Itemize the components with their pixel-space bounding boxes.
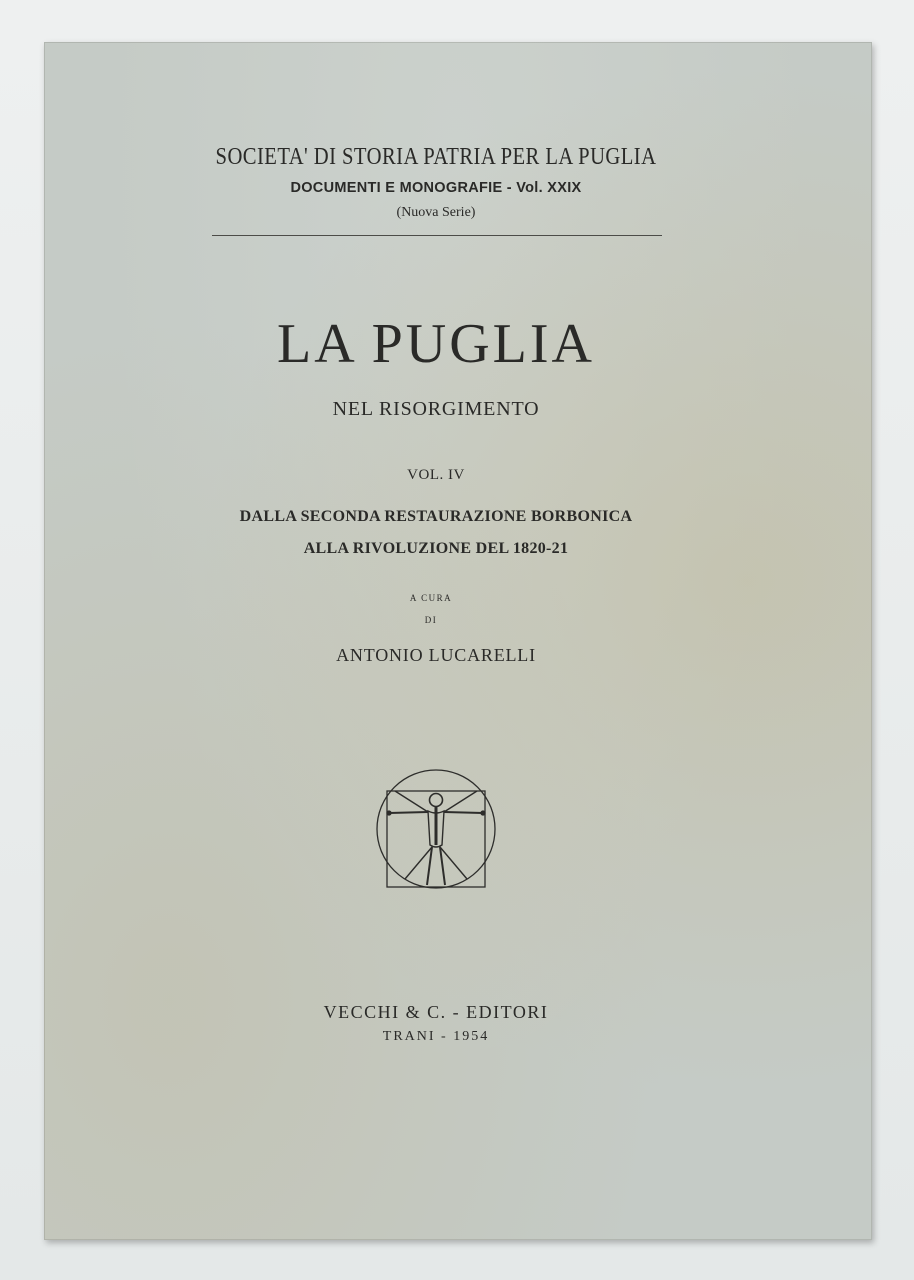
- author-name: ANTONIO LUCARELLI: [336, 645, 536, 665]
- society-name: SOCIETA' DI STORIA PATRIA PER LA PUGLIA: [215, 144, 657, 170]
- subject-line-1: DALLA SECONDA RESTAURAZIONE BORBONICA: [239, 508, 633, 525]
- place-and-year: TRANI - 1954: [382, 1029, 490, 1044]
- new-series-note: (Nuova Serie): [396, 205, 476, 220]
- vitruvian-man-icon: [375, 767, 499, 891]
- book-subtitle: NEL RISORGIMENTO: [332, 398, 540, 420]
- volume-number: VOL. IV: [407, 467, 465, 483]
- book-cover: [44, 42, 872, 1240]
- publisher-name: VECCHI & C. - EDITORI: [323, 1002, 549, 1022]
- subject-line-2: ALLA RIVOLUZIONE DEL 1820-21: [303, 540, 569, 557]
- series-line: DOCUMENTI E MONOGRAFIE - Vol. XXIX: [290, 180, 582, 196]
- header-divider: [212, 235, 662, 236]
- edited-by-of-label: DI: [424, 615, 438, 625]
- book-title: LA PUGLIA: [277, 313, 595, 375]
- edited-by-label: A CURA: [409, 593, 453, 603]
